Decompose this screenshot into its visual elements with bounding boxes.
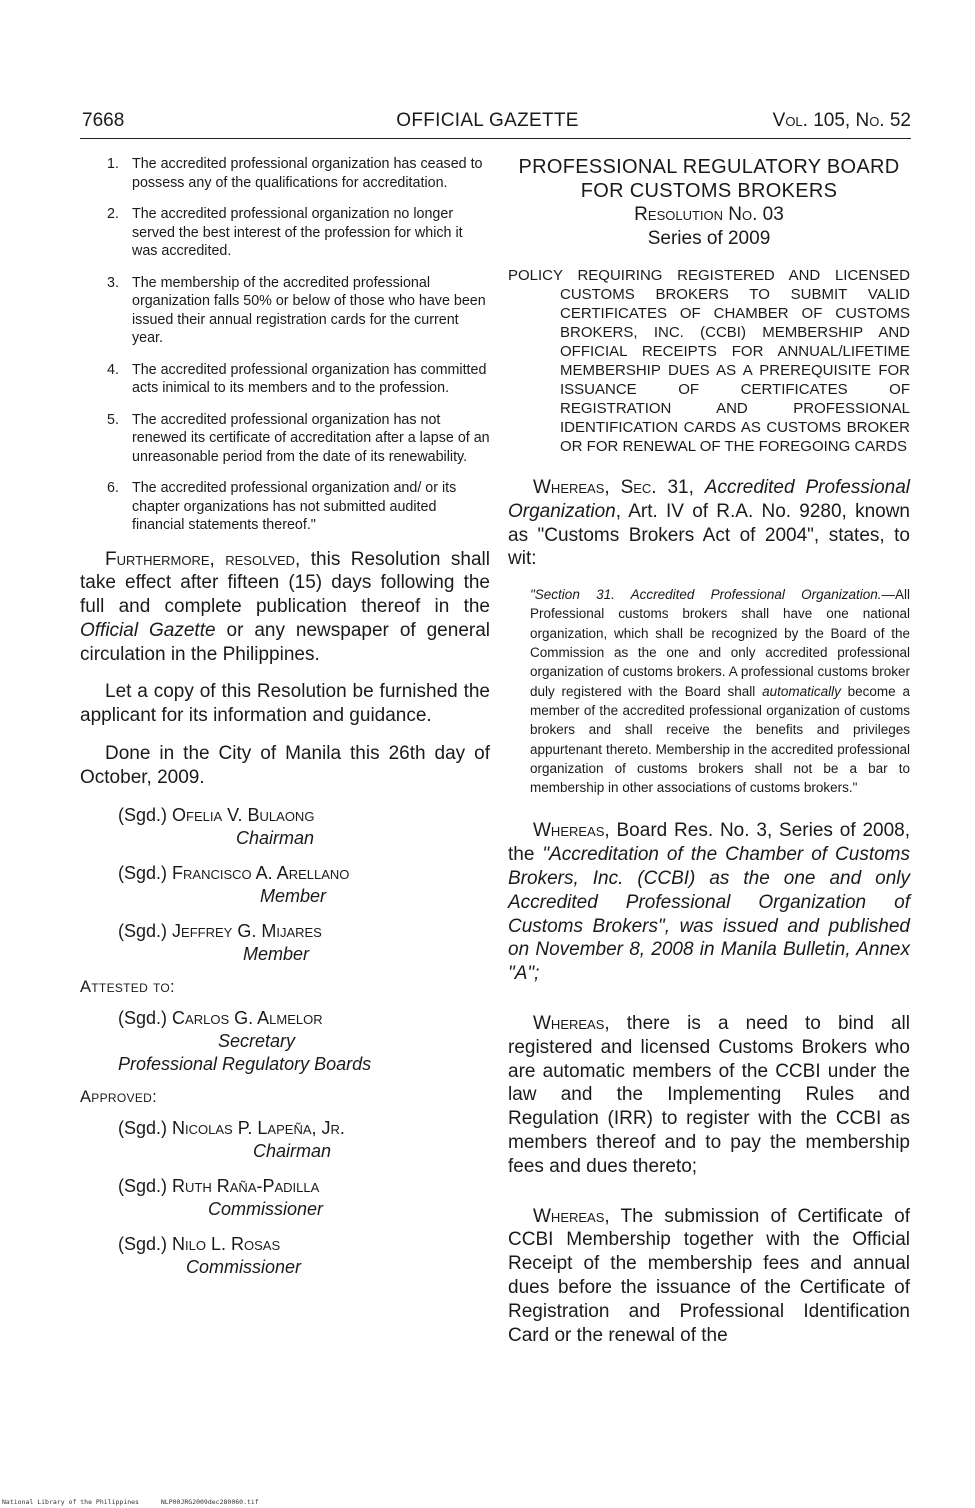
gazette-name: Official Gazette: [80, 619, 216, 641]
list-number: 1.: [107, 156, 119, 172]
list-item: [80, 155, 490, 192]
volume-number: Vol. 105, No. 52: [772, 110, 911, 131]
signatory: [118, 1233, 490, 1279]
list-text: The accredited professional organization has not renewed its certificate of accreditation after a lapse of an unreasonable period from the date of its renewability.: [132, 411, 490, 465]
furthermore-text-b: or any newspaper of general circulation in the Philippines.: [80, 619, 490, 665]
header-rule: [80, 138, 911, 139]
whereas-lead: Whereas,: [533, 820, 610, 842]
furthermore-lead: Furthermore, resolved,: [105, 548, 301, 570]
signatory-role: Member: [260, 885, 327, 906]
whereas-2-text-a: Board Res. No. 3, Series of 2008, the: [508, 820, 910, 866]
signatory-role: Member: [243, 943, 310, 964]
list-number: 3.: [107, 274, 119, 291]
list-item: [80, 274, 490, 348]
signatory: [118, 804, 490, 850]
page-number: 7668: [82, 110, 125, 131]
section-31-quote: [508, 585, 910, 797]
quote-text-b: become a member of the accredited professional organization of customs brokers and shall receive the benefits and privileges appurtenant thereto. Membership in the accredited professional organization of customs brokers shall not be a bar to membership in other associations of customs brokers.": [530, 683, 910, 796]
list-text: The accredited professional organization no longer served the best interest of the profession for which it was accredited.: [132, 206, 463, 259]
signatory: [118, 920, 490, 966]
list-item: [80, 361, 490, 398]
footer-file-id: NLP00JRG2009dec280060.tif: [160, 1498, 259, 1506]
quote-italic: automatically: [762, 683, 841, 699]
whereas-paragraph-1: [508, 476, 910, 571]
sgd-mark: (Sgd.): [118, 804, 168, 825]
list-item: [80, 205, 490, 261]
signatory-office: Professional Regulatory Boards: [118, 1053, 372, 1074]
list-number: 6.: [107, 480, 119, 496]
whereas-paragraph-2: [508, 819, 910, 986]
whereas-4-text: The submission of Certificate of CCBI Membership together with the Official Receipt of the membership fees and annual dues before the issuance of the Certificate of Registration and Professional Identification Card or the renewal of the: [508, 1205, 910, 1346]
sgd-mark: (Sgd.): [118, 1175, 168, 1196]
scan-footer: [2, 1498, 277, 1506]
approved-label: Approved:: [80, 1087, 157, 1106]
sgd-mark: (Sgd.): [118, 920, 168, 941]
copy-paragraph: Let a copy of this Resolution be furnished the applicant for its information and guidance.: [80, 681, 490, 727]
whereas-lead: Whereas,: [533, 1205, 610, 1227]
board-title-line-2: FOR CUSTOMS BROKERS: [580, 180, 838, 202]
signatory-name: Ruth Raña-Padilla: [172, 1175, 320, 1196]
signatory-name: Jeffrey G. Mijares: [172, 920, 322, 941]
sgd-mark: (Sgd.): [118, 1007, 168, 1028]
sgd-mark: (Sgd.): [118, 862, 168, 883]
list-text: The accredited professional organization has ceased to possess any of the qualifications for accreditation.: [132, 156, 483, 191]
list-text: The accredited professional organization has committed acts inimical to its members and to the profession.: [132, 361, 487, 396]
whereas-1-text-a: Sec. 31,: [609, 477, 705, 498]
list-text: The accredited professional organization and/ or its chapter organizations has not submitted audited financial statements thereof.": [132, 480, 457, 533]
signatory-name: Francisco A. Arellano: [172, 862, 350, 883]
signatory-name: Ofelia V. Bulaong: [172, 804, 315, 825]
sgd-mark: (Sgd.): [118, 1233, 168, 1254]
resolution-series: Series of 2009: [647, 228, 771, 249]
whereas-3-text: there is a need to bind all registered and licensed Customs Brokers who are automatic members of the CCBI under the law and the Implementing Rules and Regulation (IRR) to register with the CCBI as members thereof and to pay the membership fees and dues thereto;: [508, 1013, 910, 1177]
footer-library: National Library of the Philippines: [2, 1498, 139, 1506]
signatory: [118, 1117, 490, 1163]
page-header: [0, 0, 975, 140]
whereas-1-text-b: , Art. IV of R.A. No. 9280, known as "Customs Brokers Act of 2004", states, to wit:: [508, 500, 910, 570]
whereas-1-italic: Accredited Professional Organization: [508, 477, 910, 522]
whereas-2-italic: "Accreditation of the Chamber of Customs Brokers, Inc. (CCBI) as the one and only Accredited Professional Organization of Customs Brokers", was issued and published on November 8, 2008 in Manila Bulletin, Annex "A";: [508, 844, 910, 985]
done-paragraph: Done in the City of Manila this 26th day of October, 2009.: [80, 743, 490, 788]
furthermore-paragraph: [80, 548, 490, 667]
quote-text-a: —All Professional customs brokers shall have one national organization, which shall be recognized by the Board of the Commission as the one and only accredited professional organization of customs brokers. A professional customs broker duly registered with the Board shall: [530, 587, 910, 699]
attested-label: Attested to:: [80, 977, 175, 996]
list-number: 4.: [107, 361, 119, 378]
left-column: [80, 155, 490, 1291]
board-title-line-1: PROFESSIONAL REGULATORY BOARD: [518, 156, 900, 178]
signatory: [118, 862, 490, 908]
signatory-name: Nicolas P. Lapeña, Jr.: [172, 1117, 345, 1138]
signatory-role: Commissioner: [208, 1198, 324, 1219]
signatory-name: Carlos G. Almelor: [172, 1007, 323, 1028]
list-item: [80, 479, 490, 535]
whereas-paragraph-3: [508, 1012, 910, 1179]
right-column: [508, 155, 910, 1361]
whereas-paragraph-4: [508, 1205, 910, 1348]
resolution-number: Resolution No. 03: [634, 204, 784, 225]
signatory-role: Chairman: [236, 827, 315, 848]
quote-heading: "Section 31. Accredited Professional Organization.: [530, 587, 882, 603]
signatory: [118, 1007, 490, 1076]
signatory-role: Chairman: [253, 1140, 332, 1161]
grounds-list: [80, 155, 490, 535]
furthermore-text-a: this Resolution shall take effect after fifteen (15) days following the full and complete publication thereof in the: [80, 548, 490, 618]
policy-title: POLICY REQUIRING REGISTERED AND LICENSED CUSTOMS BROKERS TO SUBMIT VALID CERTIFICATES OF CHAMBER OF CUSTOMS BROKERS, INC. (CCBI) MEMBERSHIP AND OFFICIAL RECEIPTS FOR ANNUAL/LIFETIME MEMBERSHIP DUES AS A PREREQUISITE FOR ISSUANCE OF CERTIFICATES OF REGISTRATION AND PROFESSIONAL IDENTIFICATION CARDS AS CUSTOMS BROKER OR FOR RENEWAL OF THE FOREGOING CARDS: [508, 267, 910, 455]
list-text: The membership of the accredited professional organization falls 50% or below of those who have been issued their annual registration cards for the current year.: [132, 274, 486, 346]
sgd-mark: (Sgd.): [118, 1117, 168, 1138]
whereas-lead: Whereas,: [533, 1013, 610, 1035]
list-number: 2.: [107, 206, 119, 222]
whereas-lead: Whereas,: [533, 477, 610, 498]
list-number: 5.: [107, 411, 119, 428]
list-item: [80, 411, 490, 467]
signatory-role: Secretary: [218, 1030, 296, 1051]
publication-title: OFFICIAL GAZETTE: [396, 110, 579, 131]
signatory-role: Commissioner: [186, 1256, 302, 1277]
signatory-name: Nilo L. Rosas: [172, 1233, 281, 1254]
signatory: [118, 1175, 490, 1221]
